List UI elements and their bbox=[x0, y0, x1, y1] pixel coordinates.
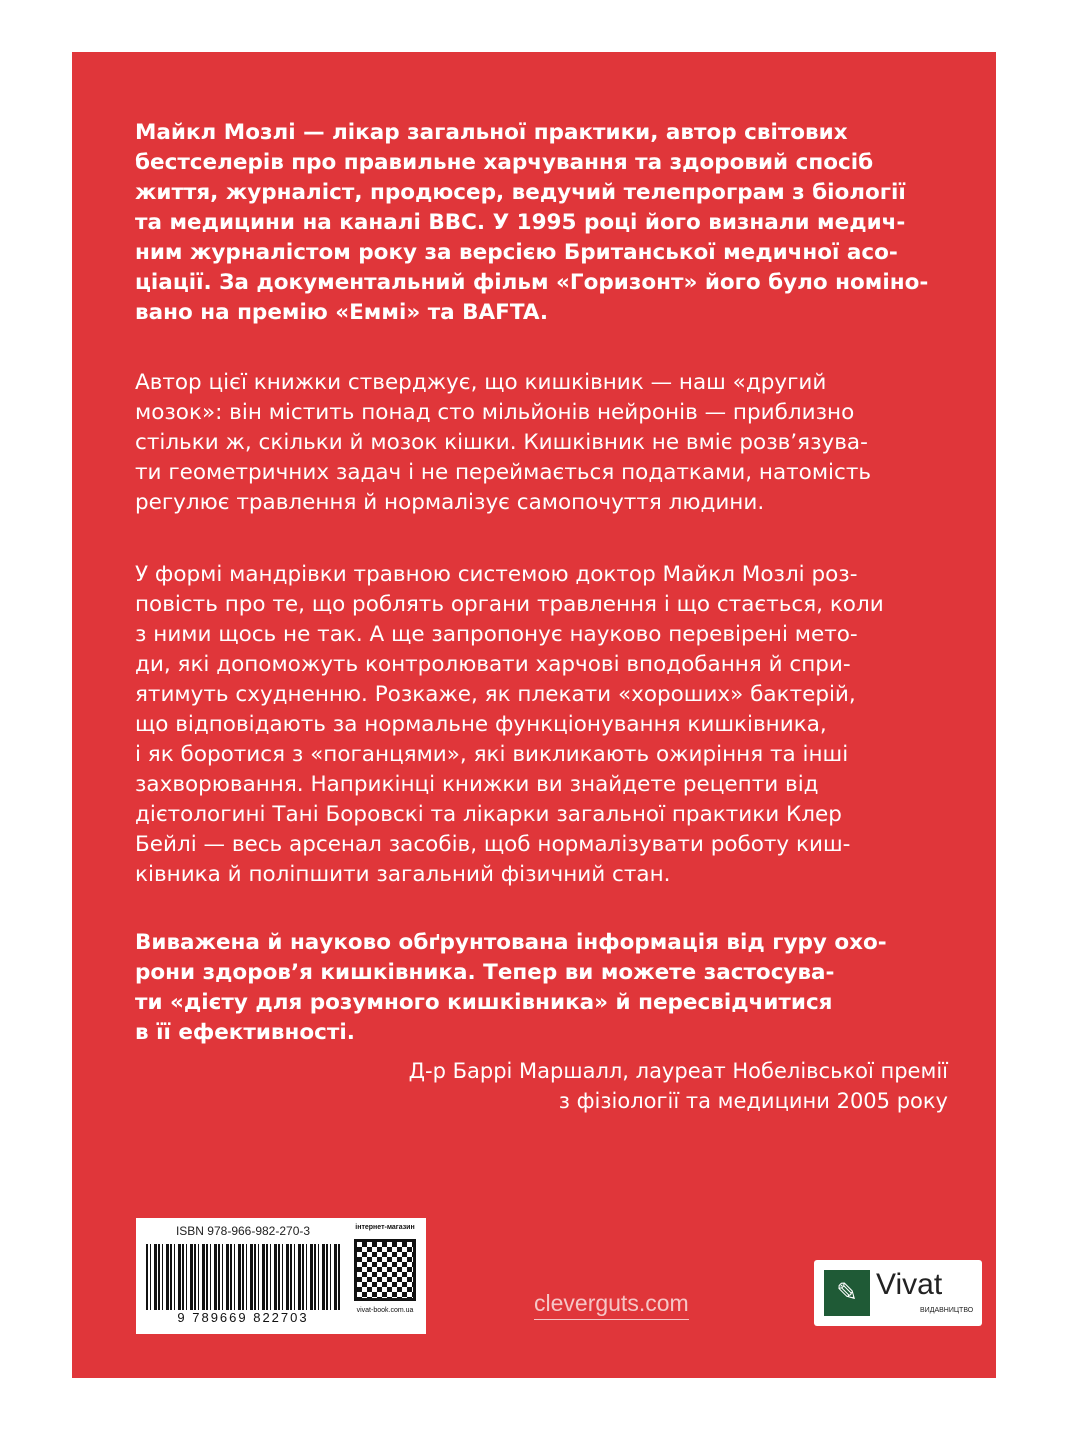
text-line: ківника й поліпшити загальний фізичний стан. bbox=[135, 862, 671, 887]
bio-line bbox=[135, 118, 965, 148]
text-line: дієтологині Тані Боровскі та лікарки загальної практики Клер bbox=[135, 802, 842, 827]
bio-line: ним журналістом року за версією Британської медичної асо- bbox=[135, 240, 898, 265]
text-line: стільки ж, скільки й мозок кішки. Кишківник не вміє розв’язува- bbox=[135, 430, 868, 455]
text-line: повість про те, що роблять органи травлення і що стається, коли bbox=[135, 592, 884, 617]
qr-footer: vivat-book.com.ua bbox=[356, 1307, 414, 1314]
text-line: регулює травлення й нормалізує самопочуття людини. bbox=[135, 490, 765, 515]
quote-line: рони здоров’я кишківника. Тепер ви можете застосува- bbox=[135, 960, 835, 985]
description-paragraph-2 bbox=[135, 560, 965, 890]
description-paragraph-1 bbox=[135, 368, 965, 518]
text-line: мозок»: він містить понад сто мільйонів нейронів — приблизно bbox=[135, 400, 855, 425]
feather-icon: ✎ bbox=[824, 1270, 870, 1316]
quote-line: Виважена й науково обґрунтована інформація від гуру охо- bbox=[135, 930, 887, 955]
attribution-line: Д-р Баррі Маршалл, лауреат Нобелівської премії bbox=[408, 1059, 948, 1083]
qr-header: інтернет-магазин bbox=[355, 1224, 415, 1231]
author-bio bbox=[135, 118, 965, 328]
barcode-icon bbox=[146, 1244, 340, 1310]
barcode-number: 9 789669 822703 bbox=[177, 1310, 309, 1325]
text-line: Автор цієї книжки стверджує, що кишківник — наш «другий bbox=[135, 370, 827, 395]
publisher-subtitle: ВИДАВНИЦТВО bbox=[920, 1307, 974, 1314]
book-back-cover bbox=[72, 52, 996, 1378]
endorsement-quote bbox=[135, 928, 965, 1048]
bio-line: та медицини на каналі BBC. У 1995 році його визнали медич- bbox=[135, 210, 906, 235]
qr-code-icon bbox=[354, 1239, 416, 1301]
bio-line: бестселерів про правильне харчування та здоровий спосіб bbox=[135, 150, 874, 175]
publisher-logo bbox=[814, 1260, 982, 1326]
isbn-text: ISBN 978-966-982-270-3 bbox=[175, 1224, 311, 1238]
text-line: захворювання. Наприкінці книжки ви знайдете рецепти від bbox=[135, 772, 819, 797]
bio-line: ціації. За документальний фільм «Горизонт» його було номіно- bbox=[135, 270, 929, 295]
bio-line: життя, журналіст, продюсер, ведучий телепрограм з біології bbox=[135, 180, 906, 205]
text-line: ятимуть схудненню. Розкаже, як плекати «хороших» бактерій, bbox=[135, 682, 856, 707]
quote-line: в її ефективності. bbox=[135, 1020, 355, 1045]
publisher-name: Vivat bbox=[876, 1268, 943, 1301]
quote-line: ти «дієту для розумного кишківника» й пересвідчитися bbox=[135, 990, 833, 1015]
quote-attribution bbox=[409, 1056, 948, 1116]
text-line: ди, які допоможуть контролювати харчові вподобання й спри- bbox=[135, 652, 851, 677]
text-line: ти геометричних задач і не переймається податками, натомість bbox=[135, 460, 872, 485]
text-line: і як боротися з «поганцями», які викликають ожиріння та інші bbox=[135, 742, 849, 767]
bio-text: — лікар загальної практики, автор світових bbox=[295, 120, 848, 145]
isbn-barcode-label bbox=[136, 1218, 350, 1334]
qr-code-label bbox=[344, 1218, 426, 1334]
text-line: що відповідають за нормальне функціонування кишківника, bbox=[135, 712, 827, 737]
attribution-line: з фізіології та медицини 2005 року bbox=[558, 1089, 948, 1113]
text-line: У формі мандрівки травною системою доктор Майкл Мозлі роз- bbox=[135, 562, 858, 587]
website-link[interactable]: cleverguts.com bbox=[534, 1290, 689, 1320]
text-line: Бейлі — весь арсенал засобів, щоб нормалізувати роботу киш- bbox=[135, 832, 851, 857]
text-line: з ними щось не так. А ще запропонує науково перевірені мето- bbox=[135, 622, 858, 647]
author-name: Майкл Мозлі bbox=[135, 120, 296, 145]
bio-line: вано на премію «Еммі» та BAFTA. bbox=[135, 300, 549, 325]
